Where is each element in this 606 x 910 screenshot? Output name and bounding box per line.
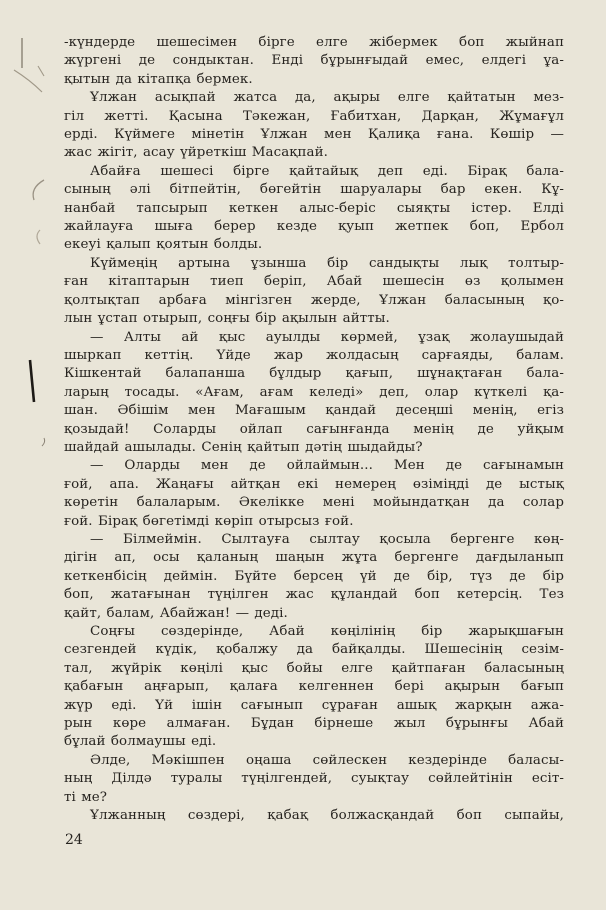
text-line: Әлде, Мәкішпен оңаша сөйлескен кездерінде баласы- — [90, 752, 564, 768]
text-line: ерді. Күймеге мінетін Ұлжан мен Қалиқа ғана. Көшір — — [64, 127, 564, 143]
text-line: бұлай болмаушы еді. — [64, 734, 217, 750]
text-line: қабағын аңғарып, қалаға келгеннен бері ақырын бағып — [64, 679, 564, 695]
text-line: -күндерде шешесімен бірге елге жібермек боп жыйнап — [64, 35, 564, 50]
text-line: шыркап кеттің. Үйде жар жолдасың сарғаяды, балам. — [64, 347, 564, 363]
text-line: дігін ап, осы қаланың шаңын жұта бергенге дағдыланып — [64, 550, 564, 566]
text-line: гіл жетті. Қасына Тәкежан, Ғабитхан, Дарқан, Жұмағұл — [64, 108, 564, 124]
text-line: ғой, апа. Жаңағы айтқан екі немерең өзіміңді де ыстық — [64, 476, 564, 492]
page-number: 24 — [65, 832, 83, 848]
text-line: ті ме? — [64, 789, 108, 805]
text-line: боп, жатағынан түңілген жас құландай боп кетерсің. Тез — [64, 587, 564, 603]
text-line: кеткенбісің деймін. Бүйте берсең үй де бір, түз де бір — [64, 568, 564, 584]
text-line: ған кітаптарын тиеп беріп, Абай шешесін өз қолымен — [64, 274, 564, 290]
text-line: Күймеңің артына ұзынша бір сандықты лық толтыр- — [90, 255, 564, 271]
text-line: жас жігіт, асау үйреткіш Масақпай. — [64, 145, 329, 161]
text-line: жүргені де сондыктан. Енді бұрынғыдай емес, елдегі ұа- — [64, 53, 564, 69]
text-line: ғой. Бірақ бөгетімді көріп отырсыз ғой. — [64, 513, 354, 529]
text-line: тал, жүйрік көңілі қыс бойы елге қайтпаған баласының — [64, 660, 564, 676]
text-line: сезгендей күдік, қобалжу да байқалды. Шешесінің сезім- — [64, 642, 564, 658]
text-line: сының әлі бітпейтін, бөгейтін шаруалары бар екен. Кұ- — [64, 182, 564, 198]
text-line: ларың тосады. «Ағам, ағам келеді» деп, олар күткелі қа- — [64, 384, 564, 400]
text-line: Кішкентай балапанша бұлдыр қағып, шұнақтаған бала- — [64, 366, 564, 382]
text-line: қытын да кітапқа бермек. — [64, 71, 253, 87]
text-line: — Оларды мен де ойлаймын... Мен де сағынамын — [90, 458, 564, 474]
text-line: ның Ділдә туралы түңілгендей, суықтау сөйлейтінін есіт- — [64, 771, 564, 787]
text-line: Соңғы сөздерінде, Абай көңілінің бір жарықшағын — [90, 624, 564, 639]
text-line: — Білмеймін. Сылтауға сылтау қосыла бергенге көң- — [90, 531, 564, 547]
body-text — [64, 34, 564, 825]
text-line: Ұлжан асықпай жатса да, ақыры елге қайтатын мез- — [90, 90, 564, 106]
text-line: лын ұстап отырып, соңғы бір ақылын айтты. — [64, 311, 390, 327]
text-line: Абайға шешесі бірге қайтайық деп еді. Бірақ бала- — [90, 163, 564, 179]
text-line: шайдай ашылады. Сенің қайтып дәтің шыдайды? — [64, 439, 423, 455]
text-line: рын көре алмаған. Бұдан бірнеше жыл бұрынғы Абай — [64, 716, 564, 732]
text-line: қозыдай! Соларды ойлап сағынғанда менің де уйқым — [64, 421, 564, 437]
text-line: көретін балаларым. Әкелікке мені мойындатқан да солар — [64, 495, 564, 511]
text-line: — Алты ай қыс ауылды көрмей, ұзақ жолаушыдай — [90, 329, 564, 345]
text-line: қайт, балам, Абайжан! — деді. — [64, 605, 288, 621]
pencil-mark-icon — [0, 30, 60, 490]
text-line: жүр еді. Үй ішін сағынып сұраған ашық жарқын ажа- — [64, 697, 564, 713]
text-line: жайлауға шыға берер кезде қуып жетпек боп, Ербол — [64, 219, 564, 235]
text-line: нанбай тапсырып кеткен алыс-беріс сыяқты істер. Елді — [64, 200, 564, 216]
text-line: шан. Әбішім мен Мағашым қандай десеңші менің, егіз — [64, 403, 564, 419]
text-line: қолтықтап арбаға мінгізген жерде, Ұлжан баласының қо- — [64, 292, 564, 308]
text-line: екеуі қалып қоятын болды. — [64, 237, 263, 253]
text-line: Ұлжанның сөздері, қабақ болжасқандай боп сыпайы, — [90, 808, 564, 824]
